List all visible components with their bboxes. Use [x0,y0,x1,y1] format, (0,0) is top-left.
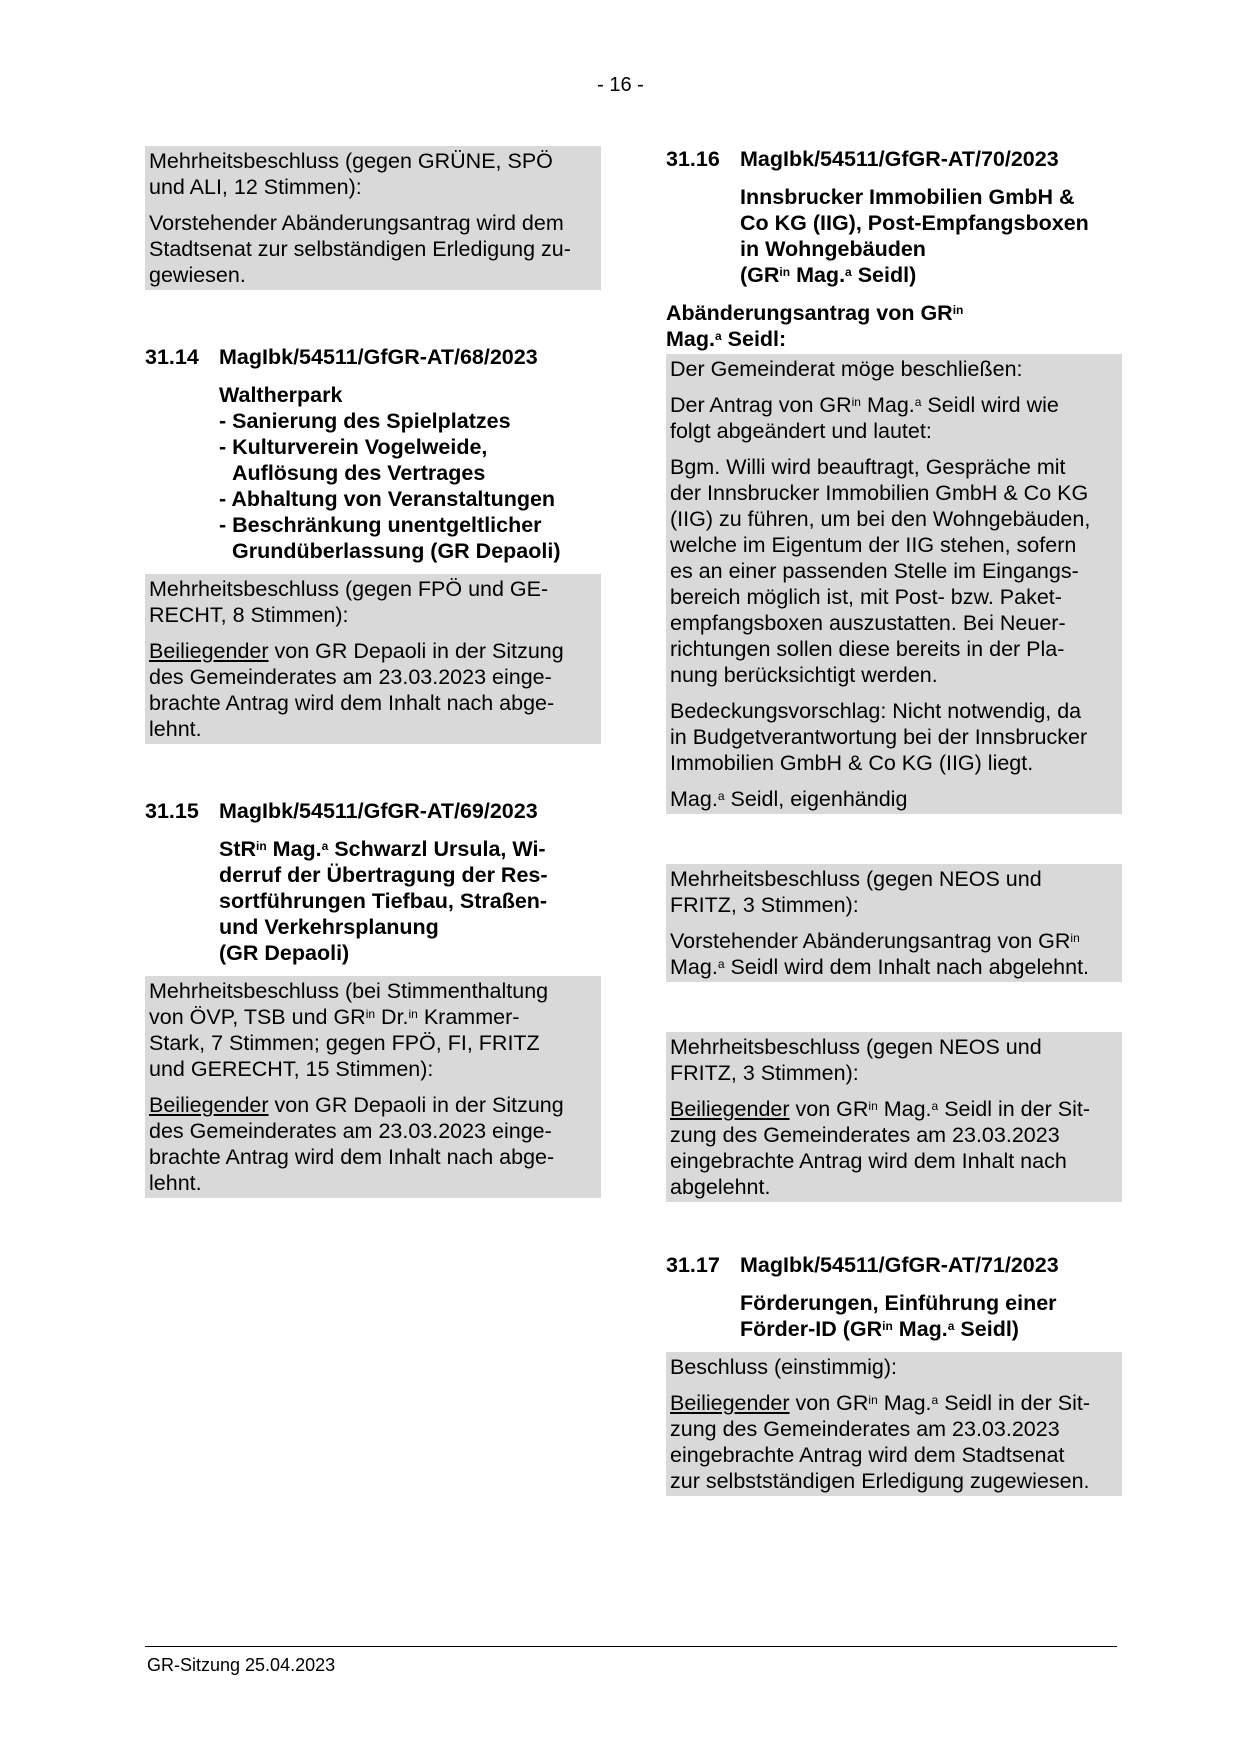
resolution-body: Beiliegender von $GR^{in}$ Mag.$^a$ Seidl in der Sit- zung des Gemeinderates am 23.03.2023 eingebrachte Antrag wird dem Inhalt nach abgelehnt. [670,1097,1090,1199]
item-number: 31.14 [145,345,199,369]
item-reference: MagIbk/54511/GfGR-AT/70/2023 [740,147,1059,171]
item-number: 31.16 [666,147,720,171]
amendment-body: Bgm. Willi wird beauftragt, Gespräche mit der Innsbrucker Immobilien GmbH & Co KG (IIG) zu führen, um bei den Wohngebäuden, welche im Eigentum der IIG stehen, sofern es an einer passenden Stelle im Eingangs- bereich möglich ist, mit Post- bzw. Paket- empfangsboxen auszustatten. Bei Neuer- richtungen sollen diese bereits in der Pla- nung berücksichtigt werden. [670,455,1091,687]
item-heading-31-17 [666,1252,1122,1278]
resolution-block [666,1352,1122,1496]
left-column [145,146,601,1198]
resolution-text: Mehrheitsbeschluss (gegen NEOS und FRITZ, 3 Stimmen): [670,867,1042,917]
item-number: 31.17 [666,1253,720,1277]
resolution-block [666,864,1122,982]
resolution-body: Vorstehender Abänderungsantrag wird dem Stadtsenat zur selbständigen Erledigung zu- gewiesen. [149,211,571,287]
item-title: Förderungen, Einführung einer Förder-ID ($GR^{in}$ Mag.$^a$ Seidl) [740,1291,1057,1341]
resolution-text: Mehrheitsbeschluss (bei Stimmenthaltung von ÖVP, TSB und $GR^{in}$ Dr.$^{in}$ Krammer- Stark, 7 Stimmen; gegen FPÖ, FI, FRITZ und GERECHT, 15 Stimmen): [149,979,549,1081]
resolution-text: Mehrheitsbeschluss (gegen GRÜNE, SPÖ und ALI, 12 Stimmen): [149,149,553,199]
item-reference: MagIbk/54511/GfGR-AT/69/2023 [219,799,538,823]
resolution-block [145,976,601,1198]
resolution-block [145,146,601,290]
footer-divider [145,1646,1117,1647]
resolution-text: Mehrheitsbeschluss (gegen NEOS und FRITZ, 3 Stimmen): [670,1035,1042,1085]
signature-line: Mag.$^a$ Seidl, eigenhändig [670,787,908,811]
resolution-body: Beiliegender von $GR^{in}$ Mag.$^a$ Seidl in der Sit- zung des Gemeinderates am 23.03.2023 eingebrachte Antrag wird dem Stadtsenat zur selbstständigen Erledigung zugewiesen. [670,1391,1090,1493]
amendment-block [666,354,1122,814]
page-number: - 16 - [597,74,644,96]
item-reference: MagIbk/54511/GfGR-AT/68/2023 [219,345,538,369]
coverage-proposal: Bedeckungsvorschlag: Nicht notwendig, da in Budgetverantwortung bei der Innsbrucker Immobilien GmbH & Co KG (IIG) liegt. [670,699,1088,775]
footer-text: GR-Sitzung 25.04.2023 [147,1655,336,1675]
resolution-body: Vorstehender Abänderungsantrag von $GR^{in}$ Mag.$^a$ Seidl wird dem Inhalt nach abgelehnt. [670,929,1090,979]
item-number: 31.15 [145,799,199,823]
item-heading-31-15 [145,798,601,824]
item-title: Waltherpark - Sanierung des Spielplatzes - Kulturverein Vogelweide, Auflösung des Vertrages - Abhaltung von Veranstaltungen - Beschränkung unentgeltlicher Grundüberlassung (GR Depaoli) [219,383,561,563]
amendment-heading: Abänderungsantrag von $GR^{in}$ Mag.$^a$ Seidl: [666,301,964,351]
resolution-body: Beiliegender von GR Depaoli in der Sitzung des Gemeinderates am 23.03.2023 einge- brachte Antrag wird dem Inhalt nach abge- lehnt. [149,639,564,741]
item-heading-31-14 [145,344,601,370]
amendment-text: Der Antrag von $GR^{in}$ Mag.$^a$ Seidl wird wie folgt abgeändert und lautet: [670,393,1059,443]
item-title: Innsbrucker Immobilien GmbH & Co KG (IIG), Post-Empfangsboxen in Wohngebäuden ($GR^{in}$ Mag.$^a$ Seidl) [740,185,1089,287]
resolution-block [145,574,601,744]
resolution-text: Beschluss (einstimmig): [670,1355,897,1379]
amendment-intro: Der Gemeinderat möge beschließen: [670,357,1023,381]
resolution-body: Beiliegender von GR Depaoli in der Sitzung des Gemeinderates am 23.03.2023 einge- brachte Antrag wird dem Inhalt nach abge- lehnt. [149,1093,564,1195]
item-heading-31-16 [666,146,1122,172]
item-reference: MagIbk/54511/GfGR-AT/71/2023 [740,1253,1059,1277]
resolution-block [666,1032,1122,1202]
right-column [666,146,1122,1496]
item-title: StR$^{in}$ Mag.$^a$ Schwarzl Ursula, Wi- derruf der Übertragung der Res- sortführungen Tiefbau, Straßen- und Verkehrsplanung (GR Depaoli) [219,837,548,965]
resolution-text: Mehrheitsbeschluss (gegen FPÖ und GE- RECHT, 8 Stimmen): [149,577,549,627]
